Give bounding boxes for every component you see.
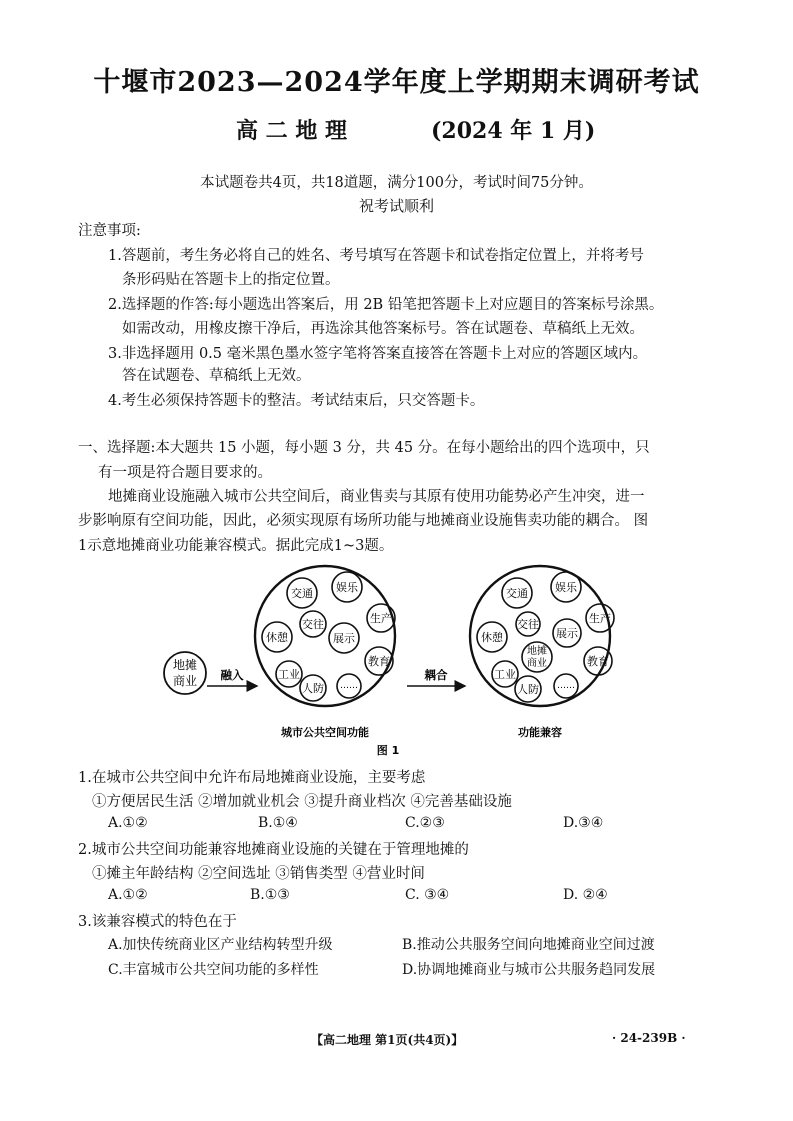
question-3-stem: 3.该兼容模式的特色在于 — [78, 914, 237, 930]
question-3-option-d: D.协调地摊商业与城市公共服务趋同发展 — [402, 962, 656, 978]
question-2-option-a: A.①② — [108, 887, 148, 903]
question-1-items: ①方便居民生活 ②增加就业机会 ③提升商业档次 ④完善基础设施 — [92, 794, 512, 810]
passage-line-1: 地摊商业设施融入城市公共空间后，商业售卖与其原有使用功能势必产生冲突，进一 — [108, 489, 645, 505]
question-2-items: ①摊主年龄结构 ②空间选址 ③销售类型 ④营业时间 — [92, 866, 425, 882]
bubble-traffic: 交通 — [291, 587, 313, 600]
bubble2-interaction: 交往 — [517, 618, 539, 631]
question-2-stem: 2.城市公共空间功能兼容地摊商业设施的关键在于管理地摊的 — [78, 842, 469, 858]
note-3-line-1: 3.非选择题用 0.5 毫米黑色墨水签字笔将答案直接答在答题卡上对应的答题区域内。 — [108, 346, 648, 362]
question-3-option-c: C.丰富城市公共空间功能的多样性 — [108, 962, 319, 978]
bubble-interaction: 交往 — [302, 618, 324, 631]
bubble-display: 展示 — [333, 632, 355, 645]
function-compatible-caption: 功能兼容 — [518, 726, 562, 739]
section-heading-line-1: 一、选择题:本大题共 15 小题，每小题 3 分，共 45 分。在每小题给出的四个选项中，只 — [78, 440, 650, 456]
public-space-caption: 城市公共空间功能 — [281, 726, 369, 739]
bubble2-rest: 休憩 — [481, 631, 503, 644]
note-4: 4.考生必须保持答题卡的整洁。考试结束后，只交答题卡。 — [108, 393, 485, 409]
bubble2-stall-1: 地摊 — [527, 646, 547, 657]
question-1-option-b: B.①④ — [258, 815, 298, 831]
question-1-option-d: D.③④ — [563, 815, 604, 831]
question-2-option-b: B.①③ — [250, 887, 290, 903]
bubble2-industry: 工业 — [494, 668, 516, 681]
figure-label: 图 1 — [376, 744, 400, 757]
figure-1-diagram — [155, 560, 640, 760]
bubble2-traffic: 交通 — [506, 587, 528, 600]
function-compatible-circle — [470, 566, 614, 706]
bubble2-display: 展示 — [556, 627, 578, 640]
passage-line-2: 步影响原有空间功能，因此，必须实现原有场所功能与地摊商业设施售卖功能的耦合。 图 — [78, 513, 649, 529]
bubble2-more: …… — [557, 681, 575, 691]
subject-label: 高 二 地 理 — [236, 118, 347, 144]
question-1-option-c: C.②③ — [405, 815, 445, 831]
footer-page-info: 【高二地理 第1页(共4页)】 — [311, 1033, 464, 1047]
public-space-circle — [255, 566, 395, 706]
note-3-line-2: 答在试题卷、草稿纸上无效。 — [122, 368, 311, 384]
bubble2-entertainment: 娱乐 — [555, 581, 577, 594]
section-heading-line-2: 有一项是符合题目要求的。 — [98, 465, 272, 481]
question-2-option-c: C. ③④ — [405, 887, 450, 903]
passage-line-3: 1示意地摊商业功能兼容模式。据此完成1~3题。 — [78, 538, 394, 554]
question-3-option-a: A.加快传统商业区产业结构转型升级 — [108, 937, 333, 953]
exam-info: 本试题卷共4页，共18道题，满分100分，考试时间75分钟。 — [200, 175, 593, 191]
exam-wish: 祝考试顺利 — [358, 197, 434, 215]
arrow-couple-label: 耦合 — [424, 668, 448, 682]
question-1-option-a: A.①② — [108, 815, 148, 831]
exam-date: (2024 年 1 月) — [430, 118, 596, 144]
stall-label-2: 商业 — [172, 674, 198, 688]
note-1-line-1: 1.答题前，考生务必将自己的姓名、考号填写在答题卡和试卷指定位置上，并将考号 — [108, 248, 644, 264]
bubble2-stall-2: 商业 — [527, 658, 547, 669]
note-1-line-2: 条形码贴在答题卡上的指定位置。 — [122, 272, 340, 288]
bubble-industry: 工业 — [278, 668, 300, 681]
stall-commerce-node — [164, 652, 206, 694]
question-1-stem: 1.在城市公共空间中允许布局地摊商业设施，主要考虑 — [78, 770, 426, 786]
note-2-line-2: 如需改动，用橡皮擦干净后，再选涂其他答案标号。答在试题卷、草稿纸上无效。 — [122, 321, 644, 337]
arrow-integrate-label: 融入 — [220, 668, 244, 682]
exam-subtitle — [236, 114, 595, 145]
question-2-option-d: D. ②④ — [563, 887, 608, 903]
bubble-more: …… — [340, 681, 358, 691]
bubble-entertainment: 娱乐 — [336, 581, 358, 594]
bubble2-education: 教育 — [587, 655, 609, 668]
bubble-education: 教育 — [368, 655, 390, 668]
question-3-option-b: B.推动公共服务空间向地摊商业空间过渡 — [402, 937, 655, 953]
bubble2-civil-defense: 人防 — [517, 683, 539, 696]
bubble-production: 生产 — [370, 612, 392, 625]
notes-heading: 注意事项: — [78, 223, 141, 239]
footer-code: · 24-239B · — [612, 1031, 686, 1045]
stall-label-1: 地摊 — [172, 658, 198, 672]
exam-title: 十堰市2023—2024学年度上学期期末调研考试 — [93, 67, 700, 98]
bubble2-production: 生产 — [589, 612, 611, 625]
note-2-line-1: 2.选择题的作答:每小题选出答案后，用 2B 铅笔把答题卡上对应题目的答案标号涂黑。 — [108, 297, 664, 313]
bubble-rest: 休憩 — [266, 631, 288, 644]
bubble-civil-defense: 人防 — [302, 682, 324, 695]
